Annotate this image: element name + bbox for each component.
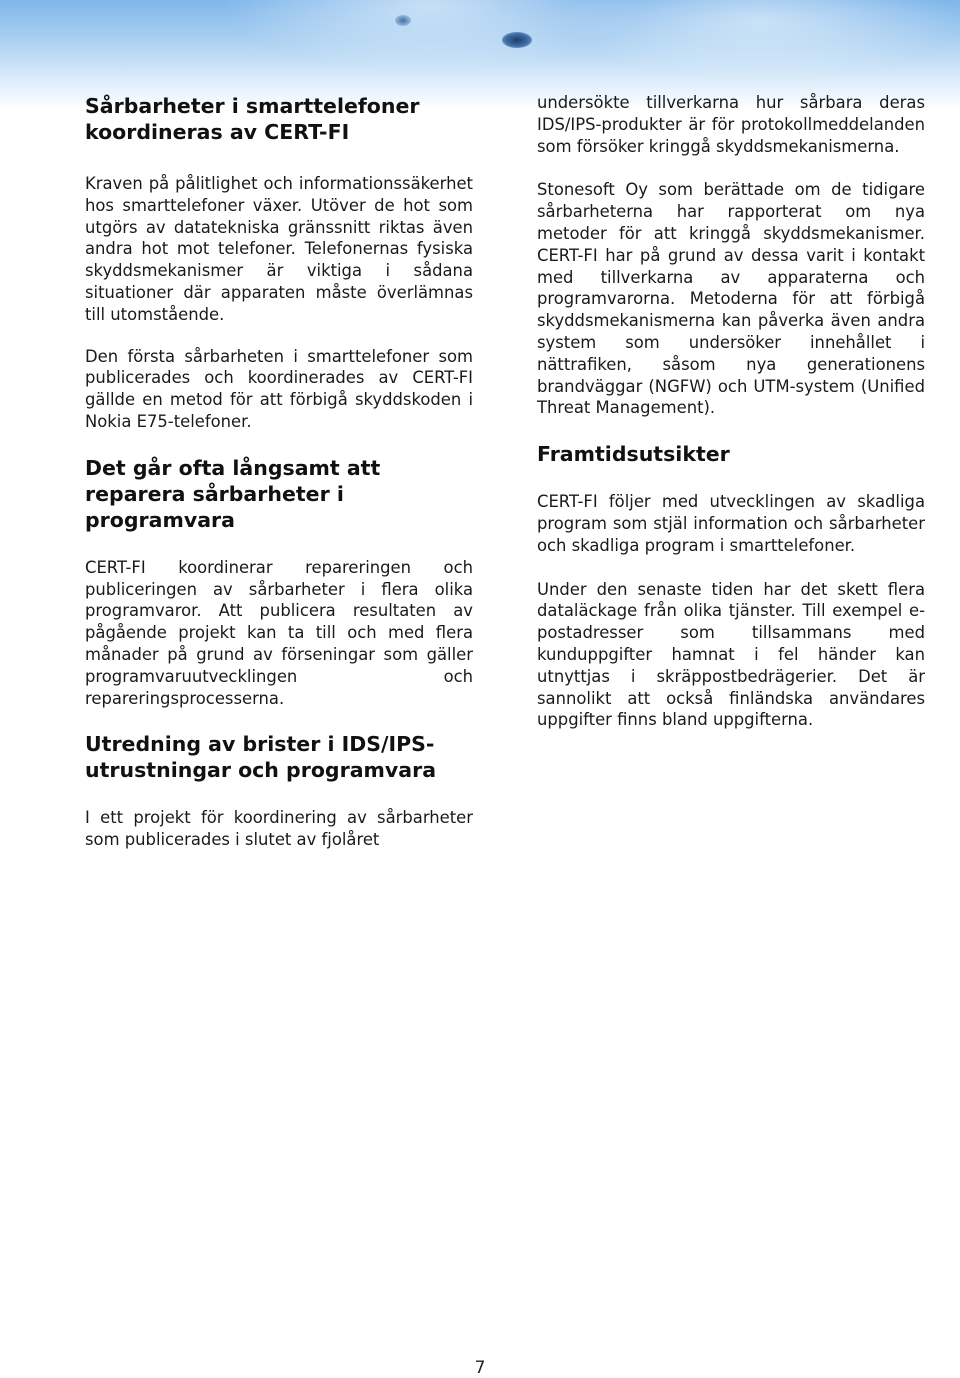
header-bokeh-dot xyxy=(395,15,411,26)
section-heading: Det går ofta långsamt att reparera sårbarheter i programvara xyxy=(85,455,381,532)
page-number: 7 xyxy=(474,1358,486,1378)
header-glow xyxy=(560,0,960,80)
body-paragraph: Kraven på pålitlighet och informationssäkerhet hos smarttelefoner växer. Utöver de hot som utgörs av datatekniska gränssnitt riktas även andra hot mot telefoner. Telefonernas fysiska skyddsmekanismer är viktiga i sådana situationer där apparaten måste överlämnas till utomstående. xyxy=(85,174,473,324)
section-heading: Framtidsutsikter xyxy=(537,442,730,467)
body-paragraph: Under den senaste tiden har det skett flera dataläckage från olika tjänster. Till exempel e-postadresser som tillsammans med kunduppgifter hamnat i fel händer kan utnyttjas i skräppostbedrägerier. Det är sannolikt att också finländska användares uppgifter finns bland uppgifterna. xyxy=(537,579,925,730)
body-paragraph: CERT-FI följer med utvecklingen av skadliga program som stjäl information och sårbarheter och skadliga program i smarttelefoner. xyxy=(537,492,925,555)
section-heading: Sårbarheter i smarttelefoner koordineras av CERT-FI xyxy=(85,94,420,144)
body-paragraph: CERT-FI koordinerar repareringen och publiceringen av sårbarheter i flera olika programvaror. Att publicera resultaten av pågående projekt kan ta till och med flera månader på grund av förseningar som gäller programvaruutvecklingen och repareringsprocesserna. xyxy=(85,557,473,708)
left-column xyxy=(85,92,473,873)
section-heading: Utredning av brister i IDS/IPS-utrustningar och programvara xyxy=(85,732,437,783)
header-bokeh-dot xyxy=(502,32,532,48)
body-paragraph: Den första sårbarheten i smarttelefoner som publicerades och koordinerades av CERT-FI gällde en metod för att förbigå skyddskoden i Nokia E75-telefoner. xyxy=(85,346,473,431)
right-column xyxy=(537,92,925,753)
body-paragraph: Stonesoft Oy som berättade om de tidigare sårbarheterna har rapporterat om nya metoder för att kringgå skyddsmekanismer. CERT-FI har på grund av dessa varit i kontakt med tillverkarna av apparaterna och programvarorna. Metoderna för att förbigå skyddsmekanismerna kan påverka även andra system som undersöker innehållet i nättrafiken, såsom nya generationens brandväggar (NGFW) och UTM-system (Unified Threat Management). xyxy=(537,180,925,418)
body-paragraph: I ett projekt för koordinering av sårbarheter som publicerades i slutet av fjolåret xyxy=(85,808,473,850)
body-paragraph: undersökte tillverkarna hur sårbara deras IDS/IPS-produkter är för protokollmeddelanden som försöker kringgå skyddsmekanismerna. xyxy=(537,93,925,156)
